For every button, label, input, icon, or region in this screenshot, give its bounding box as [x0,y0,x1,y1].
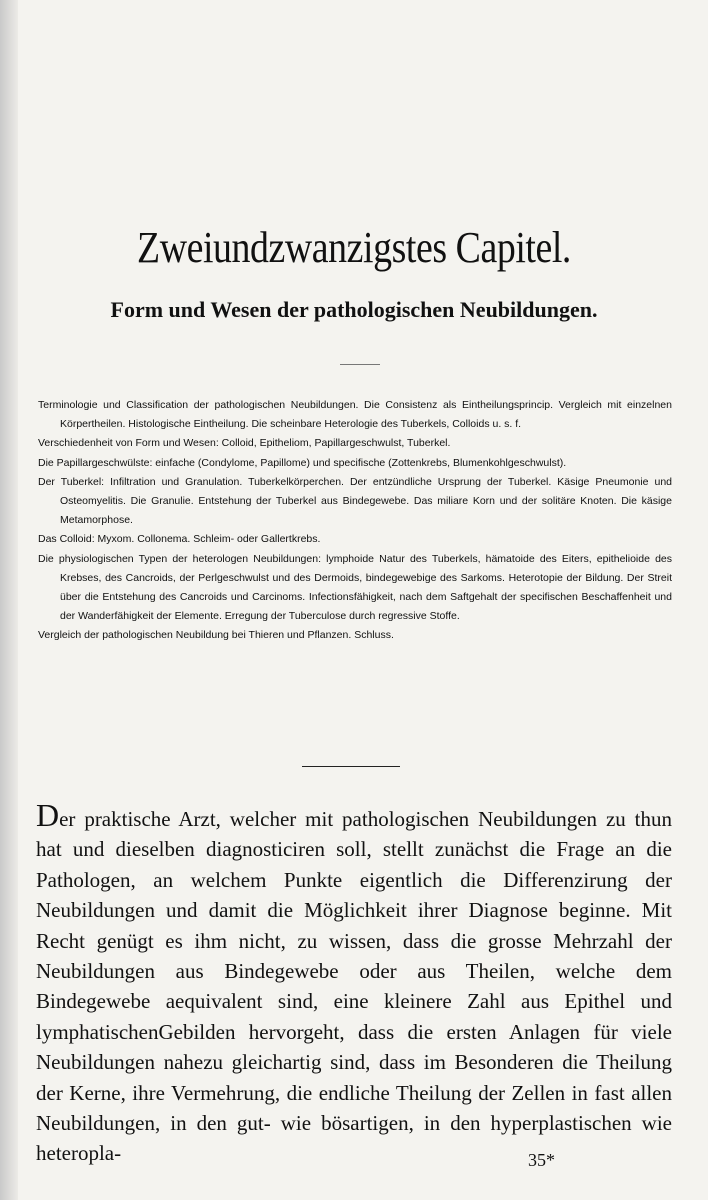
page-gutter-shadow [0,0,18,1200]
ornament-rule [340,364,380,365]
drop-cap: D [36,797,60,833]
body-paragraph [36,797,672,1169]
body-text: er praktische Arzt, welcher mit pathologischen Neubildungen zu thun hat und dieselben diagnosticiren soll, stellt zunächst die Frage an die Pathologen, an welchem Punkte eigentlich die Differenzirung der Neubildungen und damit die Möglichkeit ihrer Diagnose beginne. Mit Recht genügt es ihm nicht, zu wissen, dass die grosse Mehrzahl der Neubildungen aus Bindegewebe oder aus Theilen, welche dem Bindegewebe aequivalent sind, eine kleinere Zahl aus Epithel und lymphatischenGebilden hervorgeht, dass die ersten Anlagen für viele Neubildungen nahezu gleichartig sind, dass im Besonderen die Theilung der Kerne, ihre Vermehrung, die endliche Theilung der Zellen in fast allen Neubildungen, in den gut- wie bösartigen, in den hyperplastischen wie heteropla- [36,807,672,1166]
contents-paragraph: Vergleich der pathologischen Neubildung bei Thieren und Pflanzen. Schluss. [38,629,394,642]
section-divider [302,766,400,767]
contents-paragraph: Verschiedenheit von Form und Wesen: Colloid, Epitheliom, Papillargeschwulst, Tuberkel. [38,437,451,450]
contents-paragraph: Das Colloid: Myxom. Collonema. Schleim- oder Gallertkrebs. [38,533,321,546]
contents-paragraph: Die physiologischen Typen der heterologen Neubildungen: lymphoide Natur des Tuberkels, hämatoide des Eiters, epithelioide des Krebses, des Cancroids, der Perlgeschwulst und des Dermoids, bindegewebige des Sarkoms. Heterotopie der Bildung. Der Streit über die Entstehung des Cancroids und Carcinoms. Infectionsfähigkeit, nach dem Saftgehalt der specifischen Beschaffenheit und der Wanderfähigkeit der Elemente. Erregung der Tuberculose durch regressive Stoffe. [38,552,672,623]
chapter-subtitle: Form und Wesen der pathologischen Neubildungen. [110,297,598,322]
contents-paragraph: Terminologie und Classification der pathologischen Neubildungen. Die Consistenz als Eintheilungsprincip. Vergleich mit einzelnen Körpertheilen. Histologische Eintheilung. Die scheinbare Heterologie des Tuberkels, Colloids u. s. f. [38,399,672,431]
page-number: 35* [528,1150,555,1170]
contents-paragraph: Die Papillargeschwülste: einfache (Condylome, Papillome) und specifische (Zottenkrebs, Blumenkohlgeschwulst). [38,456,567,469]
chapter-title: Zweiundzwanzigstes Capitel. [137,223,571,272]
contents-paragraph: Der Tuberkel: Infiltration und Granulation. Tuberkelkörperchen. Der entzündliche Ursprung der Tuberkel. Käsige Pneumonie und Osteomyelitis. Die Granulie. Entstehung der Tuberkel aus Bindegewebe. Das miliare Korn und der solitäre Knoten. Die käsige Metamorphose. [38,475,672,527]
chapter-contents [38,396,672,646]
